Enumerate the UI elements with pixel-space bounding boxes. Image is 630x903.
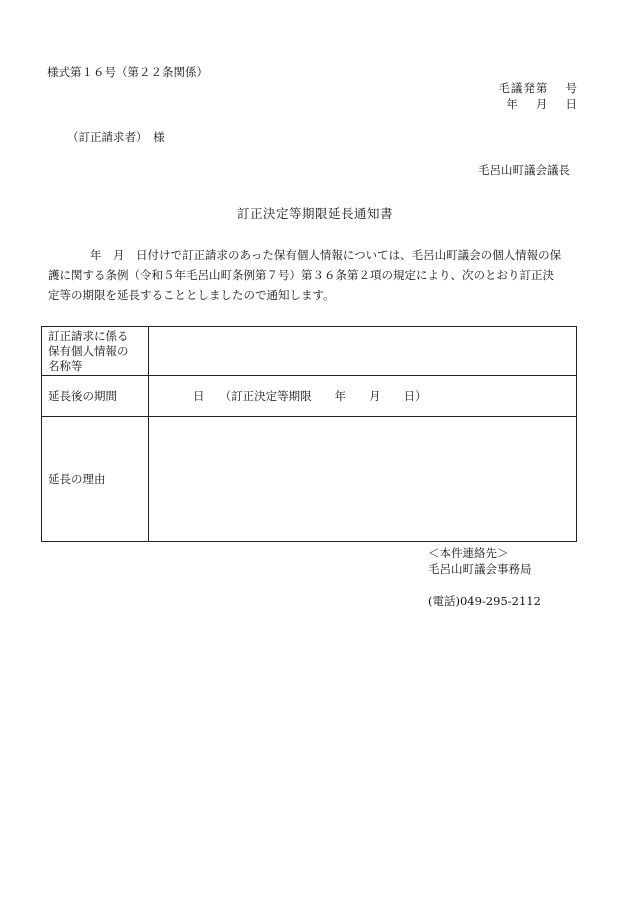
info-table: [41, 326, 577, 542]
contact-office: 毛呂山町議会事務局: [428, 562, 532, 576]
extended-period-label: 延長後の期間: [42, 376, 149, 417]
info-name-value: [149, 327, 577, 376]
table-row: [42, 327, 577, 376]
label-line: 名称等: [48, 358, 83, 373]
extension-reason-label: 延長の理由: [42, 417, 149, 542]
label-line: 訂正請求に係る: [48, 328, 129, 343]
form-number: 様式第１６号（第２２条関係）: [47, 65, 208, 79]
body-line-3: 定等の期限を延長することとしましたので通知します。: [48, 287, 335, 302]
contact-phone: (電話)049-295-2112: [428, 594, 541, 608]
recipient: （訂正請求者） 様: [67, 130, 165, 144]
spacer: [428, 577, 541, 593]
body-line-1: 年 月 日付けで訂正請求のあった保有個人情報については、毛呂山町議会の個人情報の保: [90, 248, 562, 262]
document-date: 年 月 日: [506, 97, 578, 111]
label-line: 保有個人情報の: [48, 343, 129, 358]
body-text: [48, 246, 578, 305]
document-title: 訂正決定等期限延長通知書: [236, 206, 393, 221]
extension-reason-value: [149, 417, 577, 542]
sender: 毛呂山町議会議長: [478, 163, 570, 177]
table-row: [42, 417, 577, 542]
table-row: [42, 376, 577, 417]
info-name-label: [42, 327, 149, 376]
body-line-2: 護に関する条例（令和５年毛呂山町条例第７号）第３６条第２項の規定により、次のとおり訂正決: [48, 267, 554, 282]
document-number: 毛議発第 号: [498, 81, 578, 95]
contact-block: [428, 545, 541, 609]
extended-period-value: 日 （訂正決定等期限 年 月 日）: [149, 376, 577, 417]
contact-heading: ＜本件連絡先＞: [428, 546, 509, 560]
